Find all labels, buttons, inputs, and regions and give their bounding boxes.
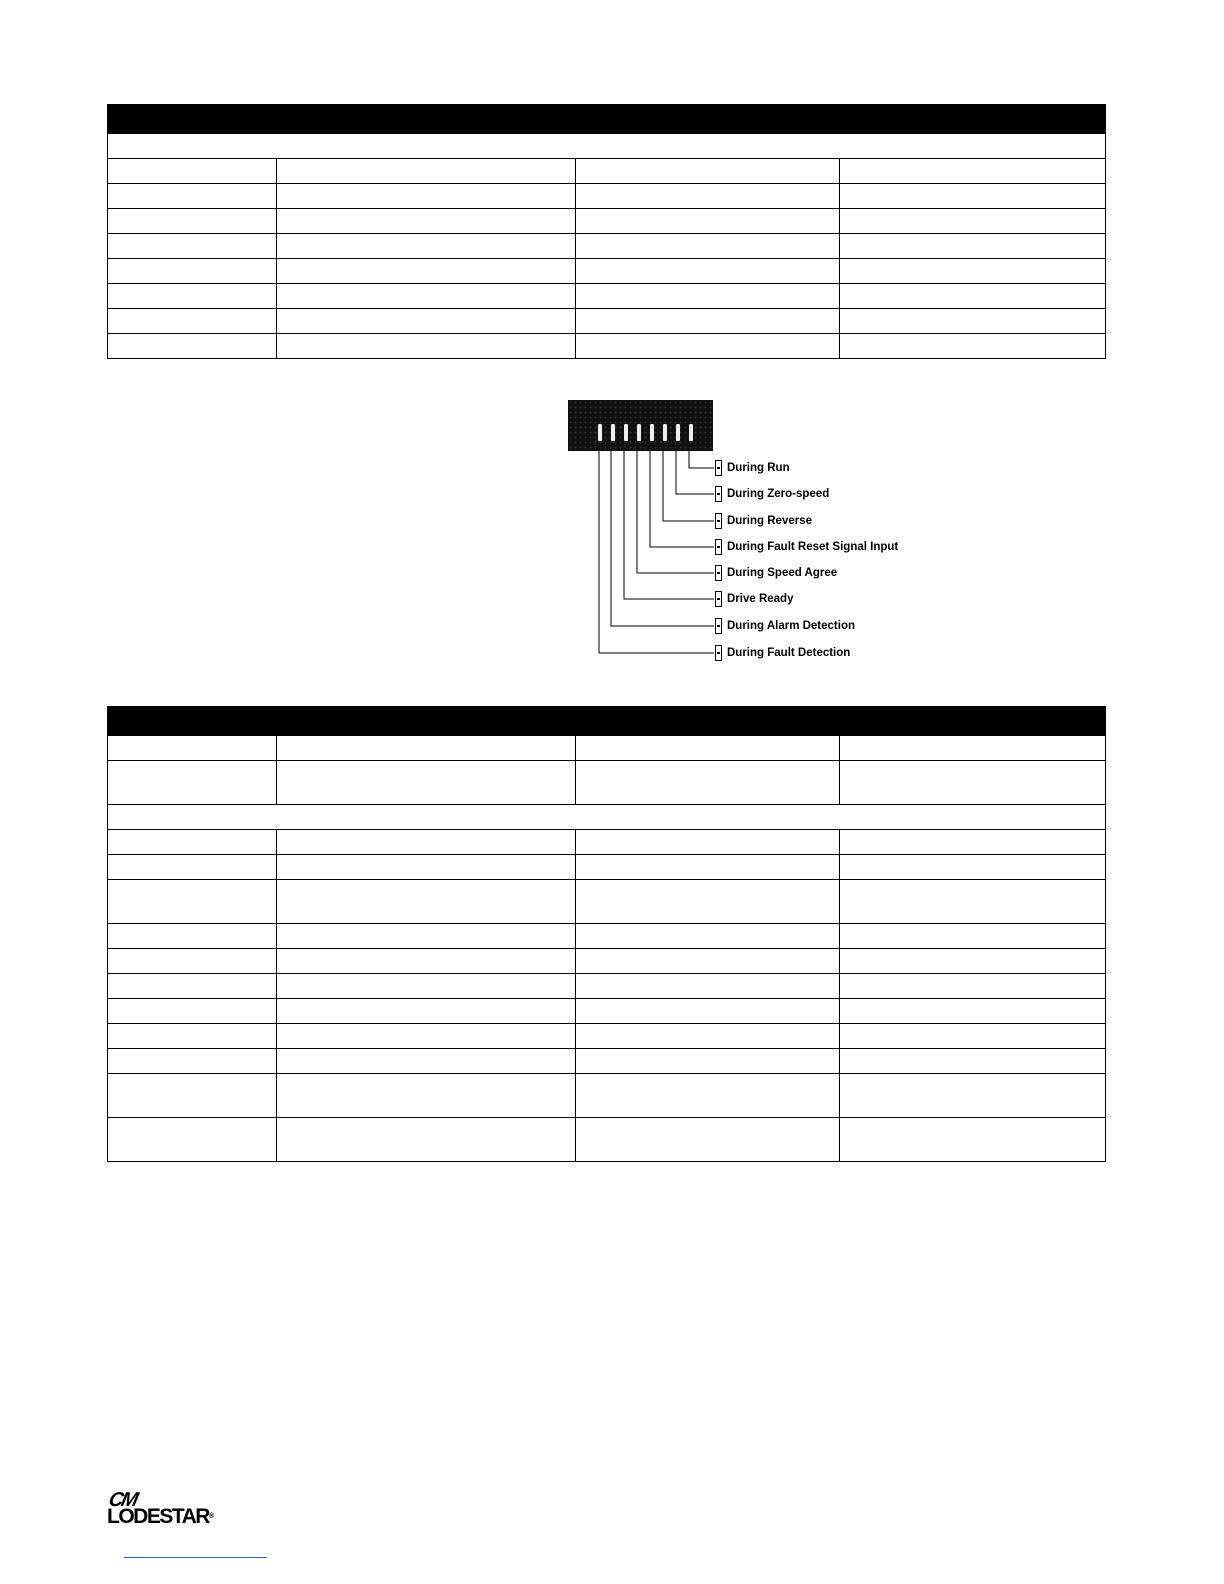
table-row <box>108 209 1106 234</box>
status-label-during-fault-detection: During Fault Detection <box>727 647 851 659</box>
status-label-drive-ready: Drive Ready <box>727 593 794 605</box>
parameter-table-1 <box>107 104 1106 359</box>
table-row <box>108 334 1106 359</box>
table-row <box>108 259 1106 284</box>
status-indicator-icon <box>715 618 722 634</box>
table-row <box>108 736 1106 761</box>
status-indicator-icon <box>715 539 722 555</box>
table-section-row <box>108 134 1106 159</box>
status-indicator-icon <box>715 591 722 607</box>
table-row <box>108 309 1106 334</box>
registered-mark: ® <box>208 1513 215 1520</box>
status-indicator-icon <box>715 460 722 476</box>
table-row <box>108 1074 1106 1118</box>
table-row <box>108 949 1106 974</box>
status-indicator-icon <box>715 565 722 581</box>
status-label-during-zero-speed: During Zero-speed <box>727 488 830 500</box>
status-label-during-fault-reset: During Fault Reset Signal Input <box>727 541 899 553</box>
cm-lodestar-logo <box>107 1490 242 1530</box>
table-row <box>108 855 1106 880</box>
table-header-row <box>108 707 1106 736</box>
table-row <box>108 284 1106 309</box>
table-row <box>108 974 1106 999</box>
table-row <box>108 159 1106 184</box>
table-row <box>108 1118 1106 1162</box>
table-row <box>108 1049 1106 1074</box>
table-row <box>108 234 1106 259</box>
status-label-during-speed-agree: During Speed Agree <box>727 567 838 579</box>
table-row <box>108 761 1106 805</box>
footer-rule <box>124 1557 267 1558</box>
status-indicator-icon <box>715 486 722 502</box>
logo-wordmark: LODESTAR <box>107 1505 209 1528</box>
status-indicator-icon <box>715 645 722 661</box>
table-row <box>108 830 1106 855</box>
table-row <box>108 184 1106 209</box>
logo-cm-text: CM <box>106 1489 139 1511</box>
table-row <box>108 924 1106 949</box>
status-indicator-icon <box>715 513 722 529</box>
status-label-during-run: During Run <box>727 462 790 474</box>
status-label-during-reverse: During Reverse <box>727 515 813 527</box>
logo-lodestar-text <box>107 1506 214 1528</box>
table-header-row <box>108 105 1106 134</box>
status-label-during-alarm-detection: During Alarm Detection <box>727 620 856 632</box>
parameter-table-2 <box>107 706 1106 1162</box>
table-row <box>108 1024 1106 1049</box>
table-row <box>108 880 1106 924</box>
table-row <box>108 999 1106 1024</box>
drive-status-diagram <box>560 395 920 670</box>
table-section-row <box>108 805 1106 830</box>
